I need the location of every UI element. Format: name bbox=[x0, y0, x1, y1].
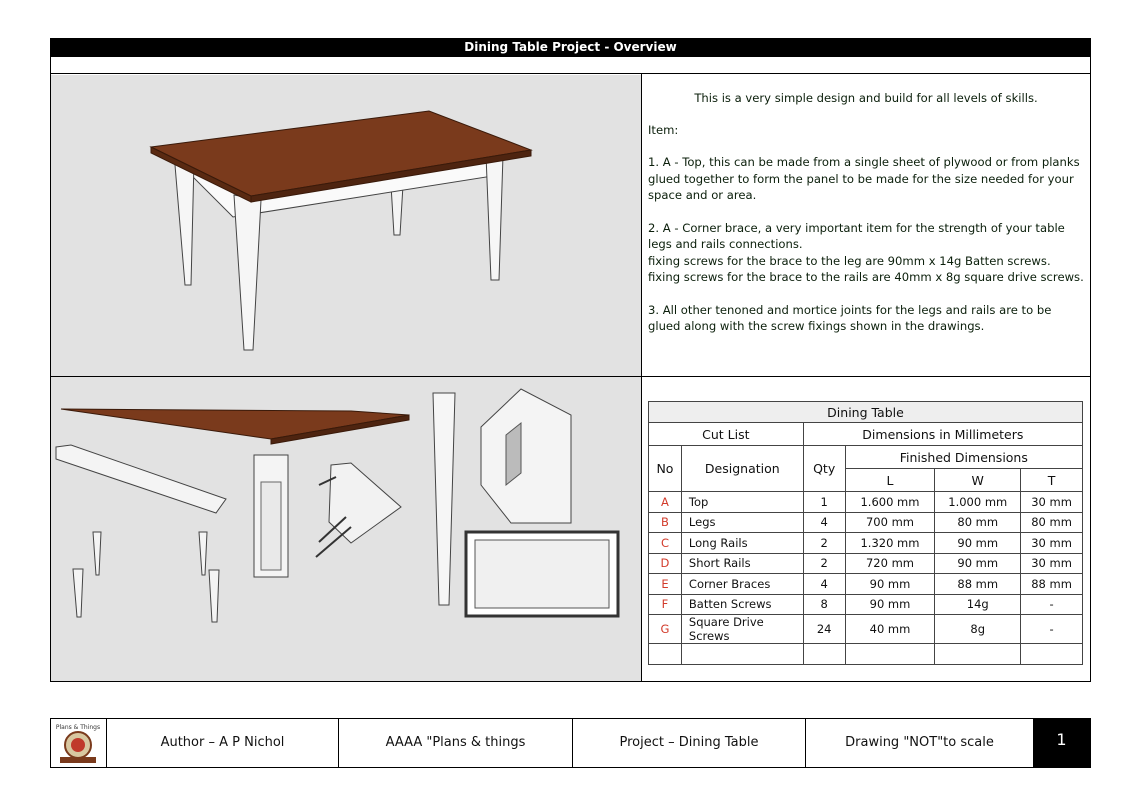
parts-drawing bbox=[51, 377, 641, 681]
row-letter: B bbox=[649, 512, 682, 533]
horizontal-divider bbox=[50, 376, 1091, 377]
row-length: 700 mm bbox=[845, 512, 935, 533]
row-thickness: 80 mm bbox=[1021, 512, 1083, 533]
row-width: 1.000 mm bbox=[935, 492, 1021, 513]
row-thickness: 88 mm bbox=[1021, 574, 1083, 595]
front-middle-leg bbox=[234, 195, 261, 350]
table-cell bbox=[803, 644, 845, 665]
plans-and-things-logo bbox=[52, 721, 104, 765]
row-designation: Short Rails bbox=[681, 553, 803, 574]
part-long-rail bbox=[56, 445, 226, 513]
item-2-block bbox=[648, 220, 1084, 286]
cut-list-table bbox=[648, 401, 1083, 665]
item-1-text: 1. A - Top, this can be made from a single sheet of plywood or from planks glued together to form the panel to be made for the size needed for your space and or area. bbox=[648, 155, 1080, 202]
title-spacer-row bbox=[50, 56, 1091, 74]
assembled-table-render bbox=[51, 75, 641, 376]
row-length: 1.600 mm bbox=[845, 492, 935, 513]
row-letter: D bbox=[649, 553, 682, 574]
row-qty: 2 bbox=[803, 533, 845, 554]
row-width: 8g bbox=[935, 615, 1021, 644]
col-designation-header: Designation bbox=[681, 446, 803, 492]
part-screw-1 bbox=[316, 527, 351, 557]
row-qty: 1 bbox=[803, 492, 845, 513]
row-thickness: - bbox=[1021, 594, 1083, 615]
table-row bbox=[649, 594, 1083, 615]
row-length: 90 mm bbox=[845, 594, 935, 615]
col-t-header: T bbox=[1021, 469, 1083, 492]
row-length: 40 mm bbox=[845, 615, 935, 644]
row-width: 14g bbox=[935, 594, 1021, 615]
row-width: 90 mm bbox=[935, 553, 1021, 574]
row-thickness: 30 mm bbox=[1021, 553, 1083, 574]
table-title: Dining Table bbox=[649, 402, 1083, 423]
exploded-parts-render bbox=[51, 377, 641, 681]
table-cell bbox=[935, 644, 1021, 665]
footer-project: Project – Dining Table bbox=[619, 735, 759, 750]
part-tenon bbox=[261, 482, 281, 570]
part-small-leg-2 bbox=[199, 532, 207, 575]
row-designation: Square Drive Screws bbox=[681, 615, 803, 644]
table-cell bbox=[649, 644, 682, 665]
intro-text: This is a very simple design and build for all levels of skills. bbox=[694, 91, 1038, 105]
row-qty: 8 bbox=[803, 594, 845, 615]
row-length: 720 mm bbox=[845, 553, 935, 574]
row-designation: Batten Screws bbox=[681, 594, 803, 615]
col-l-header: L bbox=[845, 469, 935, 492]
table-row bbox=[649, 615, 1083, 644]
row-letter: E bbox=[649, 574, 682, 595]
item-2-line: 2. A - Corner brace, a very important item for the strength of your table legs and rails connections. bbox=[648, 220, 1065, 251]
table-row bbox=[649, 492, 1083, 513]
table-row bbox=[649, 512, 1083, 533]
part-leg-mortice-block bbox=[481, 389, 571, 523]
col-qty-header: Qty bbox=[803, 446, 845, 492]
row-qty: 24 bbox=[803, 615, 845, 644]
part-tall-leg bbox=[433, 393, 455, 605]
col-w-header: W bbox=[935, 469, 1021, 492]
footer-brand: AAAA "Plans & things bbox=[385, 735, 526, 750]
back-right-leg bbox=[391, 185, 403, 235]
row-width: 80 mm bbox=[935, 512, 1021, 533]
table-row bbox=[649, 553, 1083, 574]
table-cell bbox=[1021, 644, 1083, 665]
table-row bbox=[649, 533, 1083, 554]
row-designation: Corner Braces bbox=[681, 574, 803, 595]
row-designation: Long Rails bbox=[681, 533, 803, 554]
row-letter: C bbox=[649, 533, 682, 554]
part-small-leg-4 bbox=[209, 570, 219, 622]
item-2-line: fixing screws for the brace to the rails are 40mm x 8g square drive screws. bbox=[648, 270, 1084, 284]
item-heading: Item: bbox=[648, 122, 679, 137]
table-cell bbox=[845, 644, 935, 665]
footer-scale-note: Drawing "NOT"to scale bbox=[845, 735, 994, 750]
table-cell bbox=[681, 644, 803, 665]
part-small-leg-1 bbox=[93, 532, 101, 575]
row-qty: 4 bbox=[803, 512, 845, 533]
row-thickness: 30 mm bbox=[1021, 533, 1083, 554]
row-qty: 4 bbox=[803, 574, 845, 595]
item-3-text: 3. All other tenoned and mortice joints for the legs and rails are to be glued along with the screw fixings shown in the drawings. bbox=[648, 302, 1052, 333]
page-number: 1 bbox=[1033, 719, 1090, 767]
part-rail-frame-inner bbox=[475, 540, 609, 608]
table-row bbox=[649, 574, 1083, 595]
row-letter: F bbox=[649, 594, 682, 615]
part-small-leg-3 bbox=[73, 569, 83, 617]
dimensions-header: Dimensions in Millimeters bbox=[803, 423, 1082, 446]
logo-icon bbox=[52, 721, 104, 765]
part-corner-brace bbox=[329, 463, 401, 543]
finished-dimensions-header: Finished Dimensions bbox=[845, 446, 1082, 469]
table-row-empty bbox=[649, 644, 1083, 665]
logo-text: Plans & Things bbox=[55, 724, 101, 731]
row-thickness: - bbox=[1021, 615, 1083, 644]
table-3d-drawing bbox=[51, 75, 641, 376]
cut-list-header: Cut List bbox=[649, 423, 804, 446]
vertical-divider bbox=[641, 74, 642, 682]
col-no-header: No bbox=[649, 446, 682, 492]
row-length: 90 mm bbox=[845, 574, 935, 595]
page-title: Dining Table Project - Overview bbox=[50, 38, 1091, 56]
row-designation: Legs bbox=[681, 512, 803, 533]
item-2-line: fixing screws for the brace to the leg are 90mm x 14g Batten screws. bbox=[648, 253, 1051, 268]
row-thickness: 30 mm bbox=[1021, 492, 1083, 513]
footer-author: Author – A P Nichol bbox=[160, 735, 285, 750]
project-description bbox=[648, 90, 1084, 351]
row-length: 1.320 mm bbox=[845, 533, 935, 554]
right-leg bbox=[486, 155, 503, 280]
row-width: 88 mm bbox=[935, 574, 1021, 595]
row-qty: 2 bbox=[803, 553, 845, 574]
row-width: 90 mm bbox=[935, 533, 1021, 554]
row-designation: Top bbox=[681, 492, 803, 513]
row-letter: G bbox=[649, 615, 682, 644]
row-letter: A bbox=[649, 492, 682, 513]
